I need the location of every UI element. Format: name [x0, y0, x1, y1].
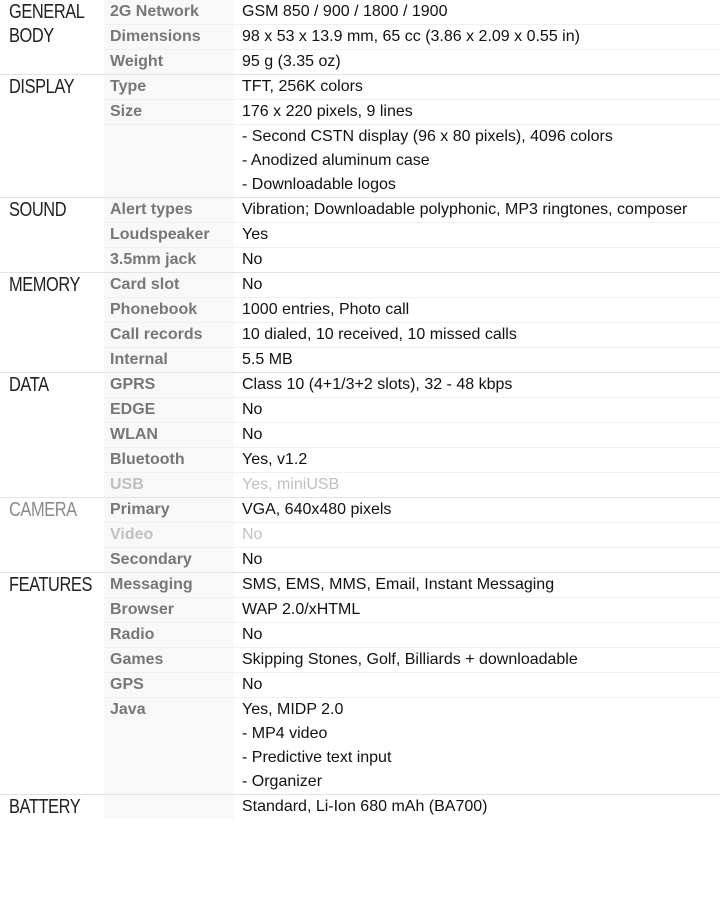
spec-row [104, 397, 720, 422]
spec-label: Browser [104, 598, 234, 622]
spec-row [104, 647, 720, 672]
spec-row [104, 198, 720, 222]
spec-value [234, 0, 720, 24]
spec-row [104, 273, 720, 297]
spec-label: Call records [104, 323, 234, 347]
spec-row [104, 597, 720, 622]
spec-value-line: No [242, 251, 263, 268]
spec-label: Type [104, 75, 234, 99]
spec-label: USB [104, 473, 234, 497]
spec-value [234, 100, 720, 124]
spec-value-line: No [242, 626, 263, 643]
section-category: CAMERA [9, 499, 77, 521]
spec-row [104, 573, 720, 597]
spec-value-line: - Downloadable logos [242, 176, 396, 193]
spec-section [0, 794, 720, 819]
spec-value-line: No [242, 401, 263, 418]
section-category: GENERAL BODY [9, 1, 84, 47]
spec-row [104, 547, 720, 572]
spec-value [234, 448, 720, 472]
section-category: DATA [9, 374, 49, 396]
spec-label: Dimensions [104, 25, 234, 49]
spec-label: GPRS [104, 373, 234, 397]
spec-section [0, 372, 720, 497]
spec-row [104, 522, 720, 547]
spec-value-line: Yes [242, 226, 269, 243]
section-rows [104, 573, 720, 794]
spec-row [104, 472, 720, 497]
spec-value [234, 323, 720, 347]
spec-value [234, 698, 720, 794]
spec-value [234, 795, 720, 819]
spec-value [234, 673, 720, 697]
spec-value [234, 348, 720, 372]
section-rows [104, 198, 720, 272]
section-rows [104, 498, 720, 572]
spec-value-line: GSM 850 / 900 / 1800 / 1900 [242, 3, 448, 20]
spec-section [0, 272, 720, 372]
spec-value [234, 198, 720, 222]
spec-label: 2G Network [104, 0, 234, 24]
section-rows [104, 0, 720, 74]
spec-value-line: Yes, MIDP 2.0 [242, 701, 344, 718]
spec-value-line: VGA, 640x480 pixels [242, 501, 392, 518]
spec-value-line: 98 x 53 x 13.9 mm, 65 cc (3.86 x 2.09 x 0.55 in) [242, 28, 580, 45]
spec-value [234, 75, 720, 99]
section-category: BATTERY [9, 796, 81, 818]
spec-value-line: WAP 2.0/xHTML [242, 601, 361, 618]
spec-value-line: No [242, 551, 263, 568]
spec-value [234, 473, 720, 497]
spec-row [104, 322, 720, 347]
spec-label: Java [104, 698, 234, 794]
spec-value [234, 498, 720, 522]
spec-value [234, 573, 720, 597]
spec-row [104, 75, 720, 99]
spec-value-line: 10 dialed, 10 received, 10 missed calls [242, 326, 517, 343]
spec-value-line: No [242, 426, 263, 443]
spec-label: EDGE [104, 398, 234, 422]
spec-row [104, 622, 720, 647]
spec-value-line: - MP4 video [242, 725, 328, 742]
spec-section [0, 74, 720, 197]
spec-value-line: 5.5 MB [242, 351, 293, 368]
spec-value [234, 50, 720, 74]
spec-value [234, 273, 720, 297]
spec-label: Size [104, 100, 234, 124]
spec-value-line: No [242, 276, 263, 293]
spec-row [104, 373, 720, 397]
spec-section [0, 572, 720, 794]
spec-row [104, 498, 720, 522]
spec-value [234, 548, 720, 572]
spec-label: Secondary [104, 548, 234, 572]
spec-value [234, 598, 720, 622]
spec-value [234, 25, 720, 49]
spec-value-line: - Predictive text input [242, 749, 392, 766]
spec-value-line: No [242, 676, 263, 693]
spec-row [104, 697, 720, 794]
spec-section [0, 497, 720, 572]
section-category: DISPLAY [9, 76, 75, 98]
section-category: FEATURES [9, 574, 92, 596]
spec-row [104, 222, 720, 247]
spec-value [234, 248, 720, 272]
spec-row [104, 447, 720, 472]
spec-value [234, 223, 720, 247]
spec-label: Phonebook [104, 298, 234, 322]
spec-value [234, 298, 720, 322]
spec-row [104, 49, 720, 74]
spec-value-line: 176 x 220 pixels, 9 lines [242, 103, 413, 120]
spec-value-line: - Anodized aluminum case [242, 152, 430, 169]
spec-row [104, 297, 720, 322]
spec-row [104, 0, 720, 24]
spec-value-line: SMS, EMS, MMS, Email, Instant Messaging [242, 576, 555, 593]
spec-value-line: Yes, v1.2 [242, 451, 308, 468]
spec-value [234, 523, 720, 547]
spec-label: Alert types [104, 198, 234, 222]
spec-value-line: Standard, Li-Ion 680 mAh (BA700) [242, 798, 488, 815]
spec-row [104, 422, 720, 447]
spec-label: GPS [104, 673, 234, 697]
spec-value [234, 623, 720, 647]
spec-section [0, 0, 720, 74]
spec-value-line: - Organizer [242, 773, 323, 790]
spec-value [234, 648, 720, 672]
spec-label: Messaging [104, 573, 234, 597]
spec-label [104, 125, 234, 197]
spec-value-line: Class 10 (4+1/3+2 slots), 32 - 48 kbps [242, 376, 513, 393]
spec-label: Games [104, 648, 234, 672]
section-category: SOUND [9, 199, 67, 221]
section-rows [104, 795, 720, 819]
spec-value [234, 125, 720, 197]
spec-section [0, 197, 720, 272]
section-rows [104, 373, 720, 497]
section-rows [104, 75, 720, 197]
spec-label: Primary [104, 498, 234, 522]
spec-row [104, 247, 720, 272]
spec-row [104, 99, 720, 124]
spec-label: 3.5mm jack [104, 248, 234, 272]
spec-label: Video [104, 523, 234, 547]
spec-value-line: Vibration; Downloadable polyphonic, MP3 ringtones, composer [242, 201, 688, 218]
spec-label: Bluetooth [104, 448, 234, 472]
spec-label: WLAN [104, 423, 234, 447]
spec-row [104, 24, 720, 49]
spec-row [104, 795, 720, 819]
spec-label [104, 795, 234, 819]
spec-label: Weight [104, 50, 234, 74]
spec-label: Radio [104, 623, 234, 647]
spec-row [104, 124, 720, 197]
spec-value-line: 95 g (3.35 oz) [242, 53, 341, 70]
spec-value [234, 373, 720, 397]
spec-label: Internal [104, 348, 234, 372]
spec-row [104, 347, 720, 372]
spec-value-line: TFT, 256K colors [242, 78, 363, 95]
spec-value-line: No [242, 526, 263, 543]
spec-value-line: Skipping Stones, Golf, Billiards + downloadable [242, 651, 578, 668]
section-category: MEMORY [9, 274, 81, 296]
section-rows [104, 273, 720, 372]
spec-value [234, 398, 720, 422]
spec-label: Loudspeaker [104, 223, 234, 247]
spec-value-line: Yes, miniUSB [242, 476, 340, 493]
spec-row [104, 672, 720, 697]
spec-label: Card slot [104, 273, 234, 297]
spec-value [234, 423, 720, 447]
spec-value-line: - Second CSTN display (96 x 80 pixels), 4096 colors [242, 128, 613, 145]
spec-value-line: 1000 entries, Photo call [242, 301, 410, 318]
